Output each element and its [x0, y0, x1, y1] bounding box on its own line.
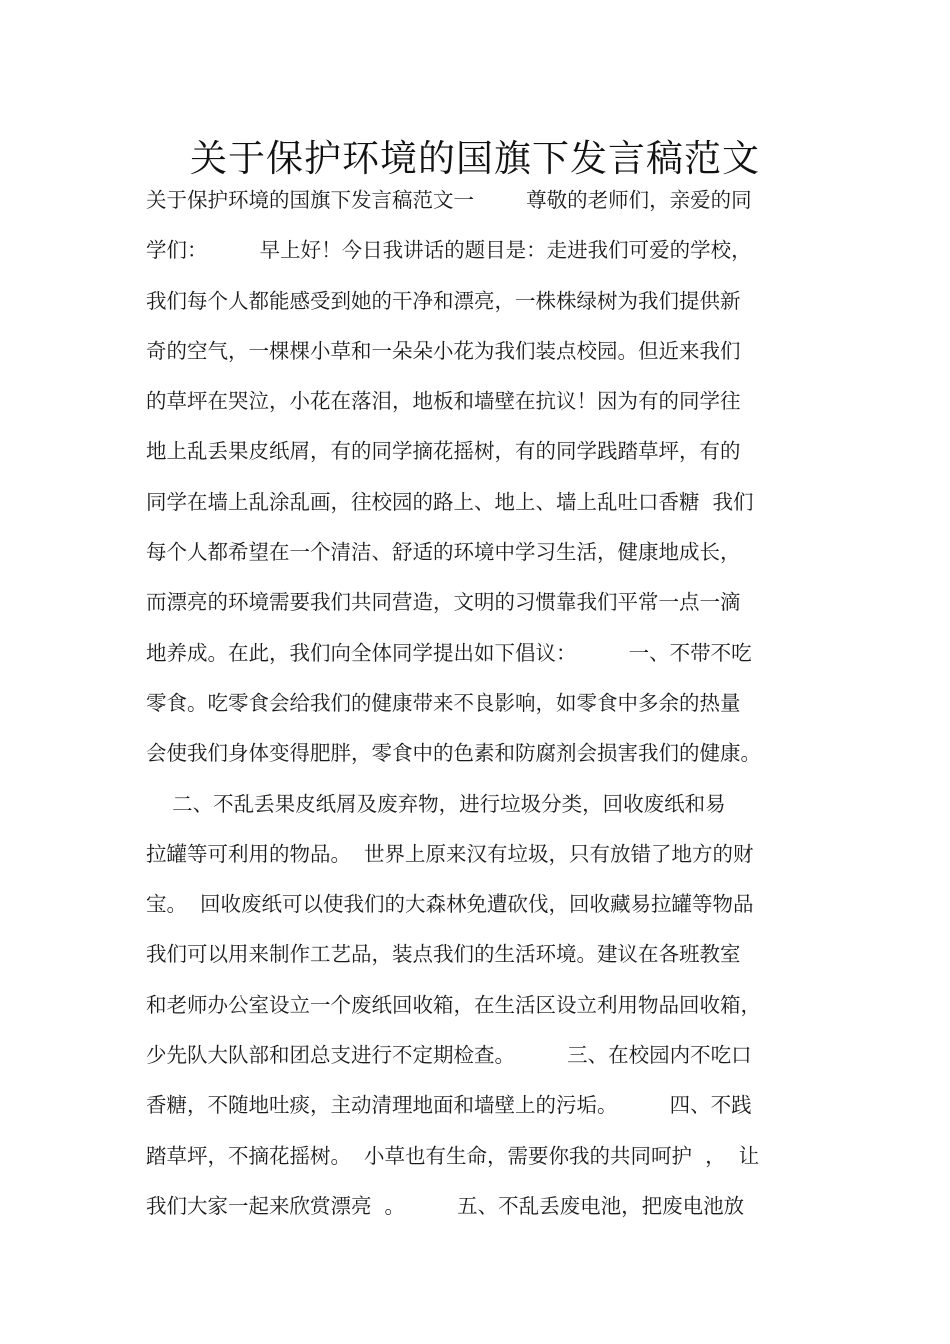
document-title: 关于保护环境的国旗下发言稿范文: [190, 137, 760, 180]
body-line: 每个人都希望在一个清洁、舒适的环境中学习生活，健康地成长，: [146, 540, 741, 565]
body-line: 会使我们身体变得肥胖，零食中的色素和防腐剂会损害我们的健康。: [146, 741, 761, 766]
body-line: 宝。 回收废纸可以使我们的大森林免遭砍伐，回收藏易拉罐等物品: [146, 892, 754, 917]
body-line: 的草坪在哭泣，小花在落泪，地板和墙壁在抗议！因为有的同学往: [146, 389, 741, 414]
document-body: [146, 180, 826, 1236]
body-line: 少先队大队部和团总支进行不定期检查。 三、在校园内不吃口: [146, 1043, 752, 1068]
body-line: 零食。吃零食会给我们的健康带来不良影响，如零食中多余的热量: [146, 690, 741, 715]
body-line: 地上乱丢果皮纸屑，有的同学摘花摇树，有的同学践踏草坪，有的: [146, 439, 741, 464]
body-line: 我们每个人都能感受到她的干净和漂亮，一株株绿树为我们提供新: [146, 288, 741, 313]
body-line: 学们： 早上好！今日我讲话的题目是：走进我们可爱的学校，: [146, 238, 752, 263]
body-line: 而漂亮的环境需要我们共同营造，文明的习惯靠我们平常一点一滴: [146, 590, 741, 615]
body-line: 和老师办公室设立一个废纸回收箱，在生活区设立利用物品回收箱，: [146, 992, 761, 1017]
body-line: 香糖，不随地吐痰，主动清理地面和墙壁上的污垢。 四、不践: [146, 1093, 752, 1118]
body-line: 关于保护环境的国旗下发言稿范文一 尊敬的老师们，亲爱的同: [146, 188, 752, 212]
body-line: 地养成。在此，我们向全体同学提出如下倡议： 一、不带不吃: [146, 640, 752, 665]
body-line: 二、不乱丢果皮纸屑及废弃物，进行垃圾分类，回收废纸和易: [146, 791, 726, 816]
body-line: 我们大家一起来欣赏漂亮 。 五、不乱丢废电池，把废电池放: [146, 1193, 745, 1218]
body-line: 踏草坪，不摘花摇树。 小草也有生命，需要你我的共同呵护 ， 让: [146, 1143, 760, 1168]
body-line: 我们可以用来制作工艺品，装点我们的生活环境。建议在各班教室: [146, 942, 741, 967]
body-line: 奇的空气，一棵棵小草和一朵朵小花为我们装点校园。但近来我们: [146, 338, 741, 363]
body-line: 拉罐等可利用的物品。 世界上原来汉有垃圾，只有放错了地方的财: [146, 841, 754, 866]
body-line: 同学在墙上乱涂乱画，往校园的路上、地上、墙上乱吐口香糖 我们: [146, 489, 754, 514]
